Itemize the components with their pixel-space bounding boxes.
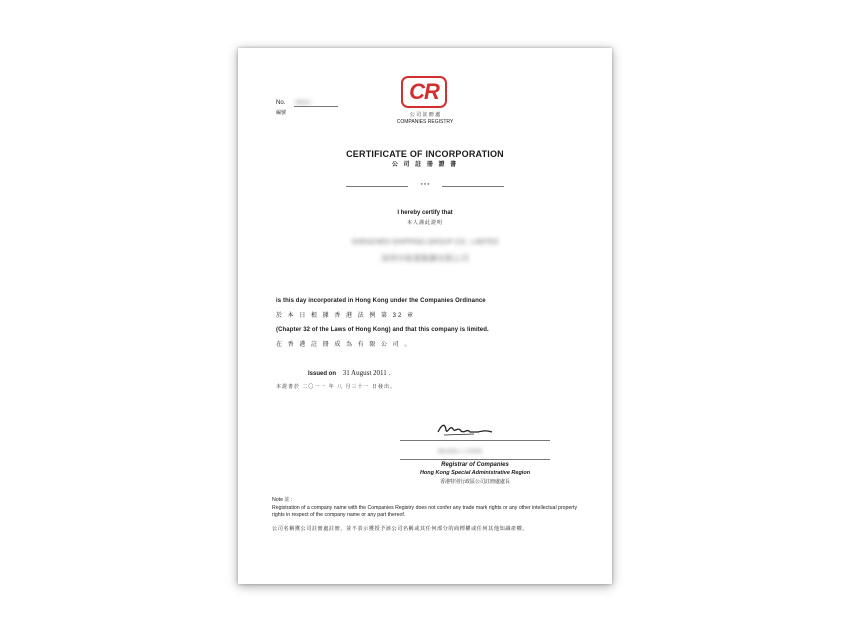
certificate-title-zh: 公 司 註 冊 證 書 <box>391 162 459 168</box>
registry-en: COMPANIES REGISTRY <box>396 119 454 125</box>
incorporation-line-1-zh: 於 本 日 根 據 香 港 法 例 第 32 章 <box>276 313 416 319</box>
registrar-zh: 香港特別行政區公司註冊處處長 <box>439 479 510 485</box>
certificate-title: CERTIFICATE OF INCORPORATION <box>346 149 504 159</box>
issued-date: 31 August 2011 . <box>342 369 391 377</box>
incorporation-line-2-zh: 在 香 港 註 冊 成 為 有 限 公 司 。 <box>276 342 413 348</box>
issued-on <box>308 370 390 378</box>
divider-right <box>442 186 504 187</box>
note-label: Note 註 : <box>272 497 293 503</box>
note-en: Registration of a company name with the Companies Registry does not confer any trade mark rights or any other intellectual property rights in respect of the company name or any part thereof. <box>272 505 578 518</box>
registrar-region: Hong Kong Special Administrative Region <box>419 470 531 476</box>
company-name-zh: 深圳市航運集團有限公司 <box>381 254 469 263</box>
divider-stars: * * * <box>420 183 430 189</box>
note-zh: 公司名稱獲公司註冊處註冊，並不表示獲授予該公司名稱或其任何部分的商標權或任何其他知識產權。 <box>272 526 528 532</box>
logo-text: CR <box>409 79 439 104</box>
registrar-title: Registrar of Companies <box>441 462 509 468</box>
number-underline <box>294 106 338 107</box>
number-label-zh: 編號 <box>276 110 287 116</box>
certificate-paper <box>238 48 612 584</box>
certify-zh: 本人謹此證明 <box>406 220 443 226</box>
company-name-en: SHENZHEN SHIPPING GROUP CO., LIMITED <box>351 239 499 246</box>
signature-name: MS ADA L L CHOW <box>438 449 482 455</box>
cr-logo <box>401 76 447 108</box>
incorporation-line-2: (Chapter 32 of the Laws of Hong Kong) and that this company is limited. <box>276 327 489 333</box>
signature-line <box>400 440 550 441</box>
issued-label: Issued on <box>308 371 337 377</box>
issued-zh: 本證書於 二〇一一 年 八 月三十一 日發出。 <box>276 384 396 390</box>
number-label: No. <box>276 100 286 106</box>
signature <box>434 420 506 438</box>
registrar-line <box>400 459 550 460</box>
registry-zh: 公 司 註 冊 處 <box>409 112 441 118</box>
incorporation-line-1: is this day incorporated in Hong Kong under the Companies Ordinance <box>276 298 486 304</box>
number-value: 08197 <box>295 100 312 106</box>
certify-en: I hereby certify that <box>397 210 453 216</box>
